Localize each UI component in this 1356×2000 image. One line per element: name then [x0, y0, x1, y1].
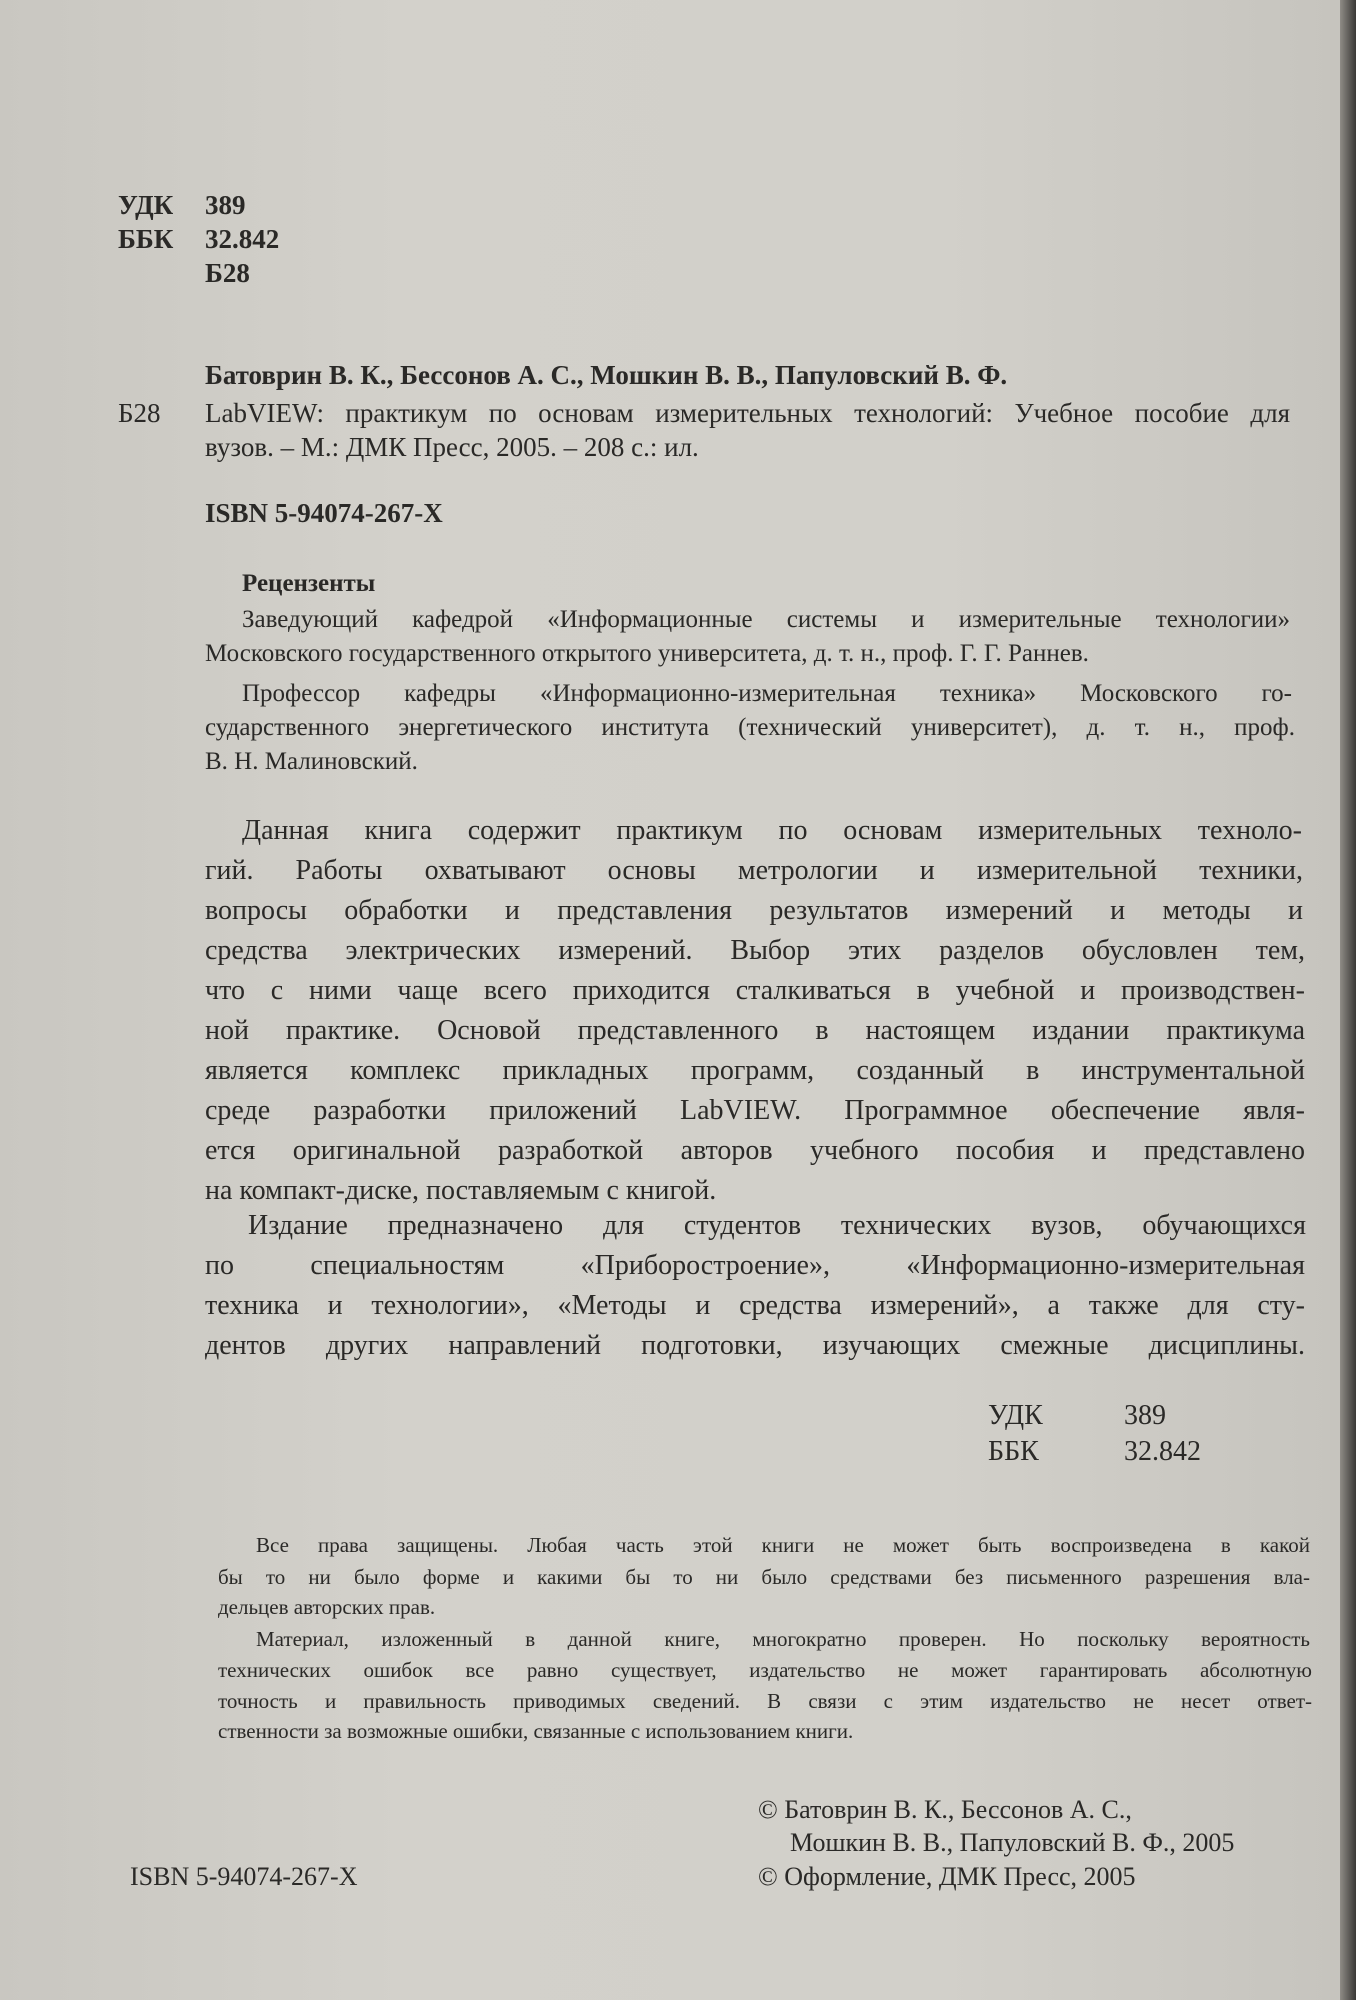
annotation-p1-line-9: ется оригинальной разработкой авторов учебного пособия и представлено	[205, 1135, 1305, 1166]
footer-bbk-label: ББК	[988, 1436, 1039, 1467]
annotation-p1-line-5: что с ними чаще всего приходится сталкиваться в учебной и производствен-	[205, 975, 1305, 1006]
isbn-top: ISBN 5-94074-267-X	[205, 498, 443, 528]
annotation-p2-line-3: техника и технологии», «Методы и средства измерений», а также для сту-	[205, 1290, 1305, 1321]
reviewer-line-2: Московского государственного открытого университета, д. т. н., проф. Г. Г. Раннев.	[205, 640, 1089, 667]
footer-bbk-value: 32.842	[1124, 1436, 1201, 1467]
header-author-mark: Б28	[205, 258, 250, 288]
header-udk-value: 389	[205, 190, 246, 220]
annotation-p1-line-6: ной практике. Основой представленного в настоящем издании практикума	[205, 1015, 1305, 1046]
reviewer-line-5: В. Н. Малиновский.	[205, 748, 418, 775]
rights-p1-line-2: бы то ни было форме и какими бы то ни было средствами без письменного разрешения вла-	[218, 1565, 1310, 1589]
footer-udk-value: 389	[1124, 1400, 1166, 1431]
header-udk-label: УДК	[118, 190, 174, 220]
annotation-p2-line-4: дентов других направлений подготовки, изучающих смежные дисциплины.	[205, 1330, 1305, 1361]
authors-line: Батоврин В. К., Бессонов А. С., Мошкин В. В., Папуловский В. Ф.	[205, 360, 1008, 390]
rights-p1-line-1: Все права защищены. Любая часть этой книги не может быть воспроизведена в какой	[256, 1533, 1310, 1557]
rights-p2-line-2: технических ошибок все равно существует, издательство не может гарантировать абсолютную	[218, 1658, 1312, 1682]
reviewers-heading: Рецензенты	[242, 570, 376, 597]
rights-p2-line-1: Материал, изложенный в данной книге, многократно проверен. Но поскольку вероятность	[256, 1627, 1310, 1651]
isbn-bottom: ISBN 5-94074-267-X	[130, 1862, 358, 1891]
annotation-p1-line-3: вопросы обработки и представления результатов измерений и методы и	[205, 895, 1303, 926]
header-bbk-value: 32.842	[205, 224, 280, 254]
rights-p2-line-4: ственности за возможные ошибки, связанные с использованием книги.	[218, 1719, 854, 1743]
annotation-p2-line-1: Издание предназначено для студентов технических вузов, обучающихся	[248, 1210, 1306, 1241]
reviewer-line-4: сударственного энергетического института (технический университет), д. т. н., проф.	[205, 714, 1295, 741]
annotation-p1-line-10: на компакт-диске, поставляемым с книгой.	[205, 1175, 717, 1206]
annotation-p2-line-2: по специальностям «Приборостроение», «Информационно-измерительная	[205, 1250, 1305, 1281]
annotation-p1-line-8: среде разработки приложений LabVIEW. Программное обеспечение явля-	[205, 1095, 1305, 1126]
side-author-mark: Б28	[118, 398, 161, 428]
reviewer-line-3: Профессор кафедры «Информационно-измерительная техника» Московского го-	[242, 680, 1292, 707]
annotation-p1-line-1: Данная книга содержит практикум по основам измерительных техноло-	[242, 815, 1302, 846]
copyright-line-1: © Батоврин В. К., Бессонов А. С.,	[758, 1795, 1132, 1824]
annotation-p1-line-4: средства электрических измерений. Выбор этих разделов обусловлен тем,	[205, 935, 1305, 966]
title-line-1: LabVIEW: практикум по основам измерительных технологий: Учебное пособие для	[205, 398, 1290, 428]
annotation-p1-line-2: гий. Работы охватывают основы метрологии и измерительной техники,	[205, 855, 1303, 886]
annotation-p1-line-7: является комплекс прикладных программ, созданный в инструментальной	[205, 1055, 1305, 1086]
footer-udk-label: УДК	[988, 1400, 1043, 1431]
copyright-line-2: Мошкин В. В., Папуловский В. Ф., 2005	[790, 1828, 1235, 1857]
page-edge-shadow	[1340, 0, 1356, 2000]
rights-p2-line-3: точность и правильность приводимых сведений. В связи с этим издательство не несет ответ-	[218, 1689, 1312, 1713]
reviewer-line-1: Заведующий кафедрой «Информационные системы и измерительные технологии»	[242, 606, 1290, 633]
copyright-line-3: © Оформление, ДМК Пресс, 2005	[758, 1862, 1136, 1891]
title-line-2: вузов. – М.: ДМК Пресс, 2005. – 208 с.: ил.	[205, 432, 699, 462]
header-bbk-label: ББК	[118, 224, 174, 254]
rights-p1-line-3: дельцев авторских прав.	[218, 1595, 436, 1619]
